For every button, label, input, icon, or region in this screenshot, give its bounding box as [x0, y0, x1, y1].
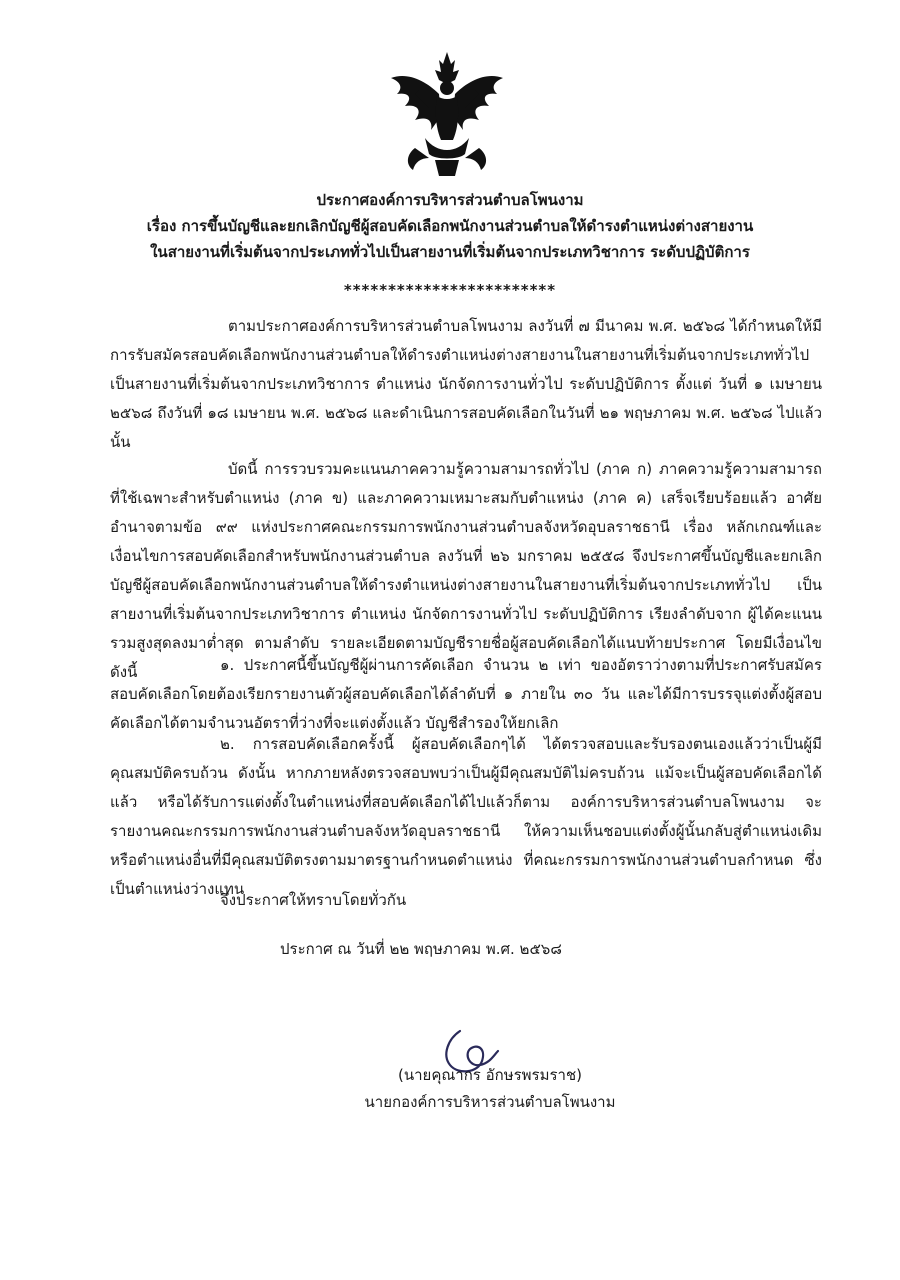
condition-1-text: ๑. ประกาศนี้ขึ้นบัญชีผู้ผ่านการคัดเลือก จำนวน ๒ เท่า ของอัตราว่างตามที่ประกาศรับสมัครสอบคัดเลือกโดยต้องเรียกรายงานตัวผู้สอบคัดเลือกได้ลำดับที่ ๑ ภายใน ๓๐ วัน และได้มีการบรรจุแต่งตั้งผู้สอบคัดเลือกได้ตามจำนวนอัตราที่ว่างที่จะแต่งตั้งแล้ว บัญชีสำรองให้ยกเลิก	[110, 656, 822, 732]
garuda-emblem-icon	[385, 50, 510, 178]
separator-stars: ************************	[343, 281, 557, 299]
subject-line-2: ในสายงานที่เริ่มต้นจากประเภททั่วไปเป็นสายงานที่เริ่มต้นจากประเภทวิชาการ ระดับปฏิบัติการ	[150, 243, 750, 261]
subject-line-1: เรื่อง การขึ้นบัญชีและยกเลิกบัญชีผู้สอบคัดเลือกพนักงานส่วนตำบลให้ดำรงตำแหน่งต่างสายงาน	[146, 217, 754, 235]
document-title: ประกาศองค์การบริหารส่วนตำบลโพนงาม	[316, 191, 584, 209]
closing-statement: จึงประกาศให้ทราบโดยทั่วกัน	[220, 891, 407, 909]
condition-2-text: ๒. การสอบคัดเลือกครั้งนี้ ผู้สอบคัดเลือกๆได้ ได้ตรวจสอบและรับรองตนเองแล้วว่าเป็นผู้มีคุณสมบัติครบถ้วน ดังนั้น หากภายหลังตรวจสอบพบว่าเป็นผู้มีคุณสมบัติไม่ครบถ้วน แม้จะเป็นผู้สอบคัดเลือกได้แล้ว หรือได้รับการแต่งตั้งในตำแหน่งที่สอบคัดเลือกได้ไปแล้วก็ตาม องค์การบริหารส่วนตำบลโพนงาม จะรายงานคณะกรรมการพนักงานส่วนตำบลจังหวัดอุบลราชธานี ให้ความเห็นชอบแต่งตั้งผู้นั้นกลับสู่ตำแหน่งเดิมหรือตำแหน่งอื่นที่มีคุณสมบัติตรงตามมาตรฐานกำหนดตำแหน่ง ที่คณะกรรมการพนักงานส่วนตำบลกำหนด ซึ่งเป็นตำแหน่งว่างแทน	[110, 735, 822, 898]
paragraph-1-text: ตามประกาศองค์การบริหารส่วนตำบลโพนงาม ลงวันที่ ๗ มีนาคม พ.ศ. ๒๕๖๘ ได้กำหนดให้มีการรับสมัครสอบคัดเลือกพนักงานส่วนตำบลให้ดำรงตำแหน่งต่างสายงานในสายงานที่เริ่มต้นจากประเภททั่วไปเป็นสายงานที่เริ่มต้นจากประเภทวิชาการ ตำแหน่ง นักจัดการงานทั่วไป ระดับปฏิบัติการ ตั้งแต่ วันที่ ๑ เมษายน ๒๕๖๘ ถึงวันที่ ๑๘ เมษายน พ.ศ. ๒๕๖๘ และดำเนินการสอบคัดเลือกในวันที่ ๒๑ พฤษภาคม พ.ศ. ๒๕๖๘ ไปแล้วนั้น	[110, 317, 822, 451]
condition-item-1	[110, 651, 822, 738]
paragraph-background	[110, 312, 822, 457]
signer-position: นายกองค์การบริหารส่วนตำบลโพนงาม	[364, 1093, 616, 1111]
paragraph-2-text: บัดนี้ การรวบรวมคะแนนภาคความรู้ความสามารถทั่วไป (ภาค ก) ภาคความรู้ความสามารถที่ใช้เฉพาะสำหรับตำแหน่ง (ภาค ข) และภาคความเหมาะสมกับตำแหน่ง (ภาค ค) เสร็จเรียบร้อยแล้ว อาศัยอำนาจตามข้อ ๙๙ แห่งประกาศคณะกรรมการพนักงานส่วนตำบลจังหวัดอุบลราชธานี เรื่อง หลักเกณฑ์และเงื่อนไขการสอบคัดเลือกสำหรับพนักงานส่วนตำบล ลงวันที่ ๒๖ มกราคม ๒๕๕๘ จึงประกาศขึ้นบัญชีและยกเลิกบัญชีผู้สอบคัดเลือกพนักงานส่วนตำบลให้ดำรงตำแหน่งต่างสายงานในสายงานที่เริ่มต้นจากประเภททั่วไป เป็นสายงานที่เริ่มต้นจากประเภทวิชาการ ตำแหน่ง นักจัดการงานทั่วไป ระดับปฏิบัติการ เรียงลำดับจาก ผู้ได้คะแนนรวมสูงสุดลงมาต่ำสุด ตามลำดับ รายละเอียดตามบัญชีรายชื่อผู้สอบคัดเลือกได้แนบท้ายประกาศ โดยมีเงื่อนไขดังนี้	[110, 460, 822, 681]
condition-item-2	[110, 730, 822, 904]
signer-name: (นายคุณากร อักษรพรมราช)	[398, 1066, 582, 1084]
announcement-date: ประกาศ ณ วันที่ ๒๒ พฤษภาคม พ.ศ. ๒๕๖๘	[280, 940, 562, 958]
